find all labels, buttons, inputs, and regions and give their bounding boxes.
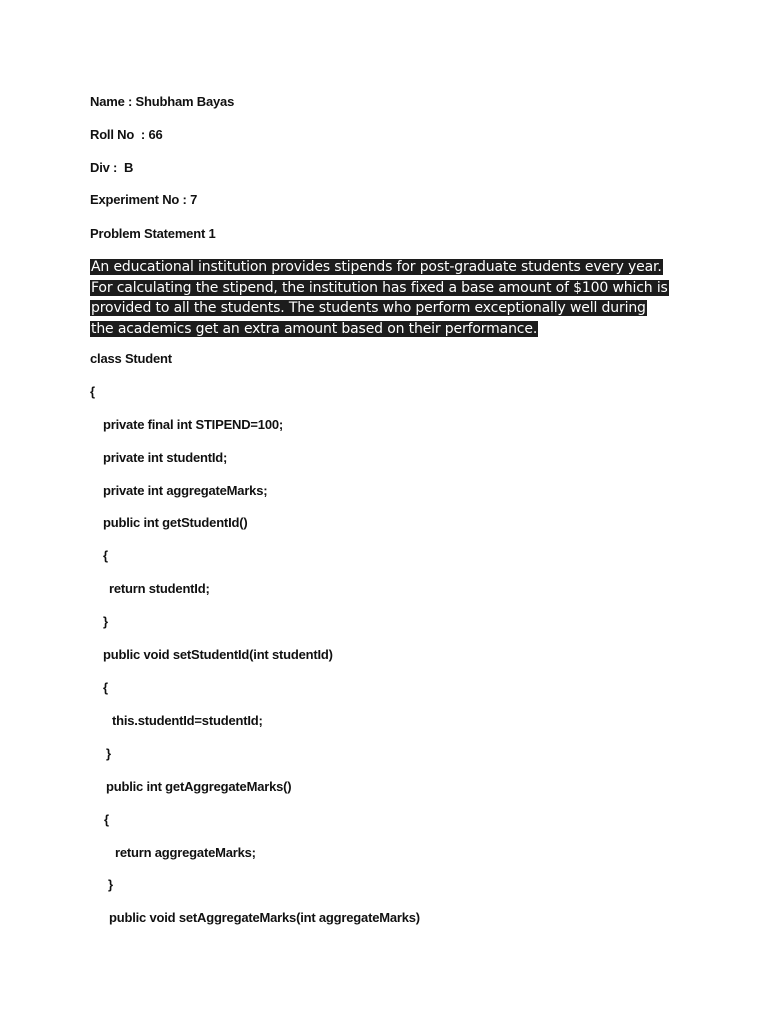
problem-statement-title: Problem Statement 1 <box>90 226 216 241</box>
statement-line <box>90 278 680 299</box>
code-line: class Student <box>90 351 172 366</box>
code-line: public int getAggregateMarks() <box>106 779 292 794</box>
code-line: { <box>104 812 109 827</box>
code-line: { <box>90 384 95 399</box>
code-line: return aggregateMarks; <box>115 845 256 860</box>
code-line: { <box>103 680 108 695</box>
code-line: private final int STIPEND=100; <box>103 417 284 432</box>
code-line: } <box>103 614 108 629</box>
highlighted-text: the academics get an extra amount based on their performance. <box>91 320 538 337</box>
code-line: private int aggregateMarks; <box>103 483 268 498</box>
code-line: public void setStudentId(int studentId) <box>103 647 333 662</box>
statement-line <box>90 319 680 340</box>
code-line: this.studentId=studentId; <box>112 713 263 728</box>
code-line: public void setAggregateMarks(int aggregateMarks) <box>109 910 420 925</box>
student-name: Name : Shubham Bayas <box>90 94 235 109</box>
highlighted-text: An educational institution provides stipends for post-graduate students every year. <box>91 259 662 275</box>
highlighted-text: For calculating the stipend, the institution has fixed a base amount of $100 which is <box>91 279 668 296</box>
code-line: private int studentId; <box>103 450 228 465</box>
experiment-number: Experiment No : 7 <box>90 192 198 207</box>
statement-line <box>90 257 680 278</box>
code-line: public int getStudentId() <box>103 515 248 530</box>
division: Div : B <box>90 160 134 175</box>
highlighted-text: provided to all the students. The students who perform exceptionally well during <box>91 300 646 316</box>
code-line: } <box>108 877 113 892</box>
code-line: } <box>106 746 111 761</box>
roll-number: Roll No : 66 <box>90 127 163 142</box>
problem-statement-text <box>90 257 680 339</box>
code-line: return studentId; <box>109 581 210 596</box>
statement-line <box>90 298 680 319</box>
code-line: { <box>103 548 108 563</box>
